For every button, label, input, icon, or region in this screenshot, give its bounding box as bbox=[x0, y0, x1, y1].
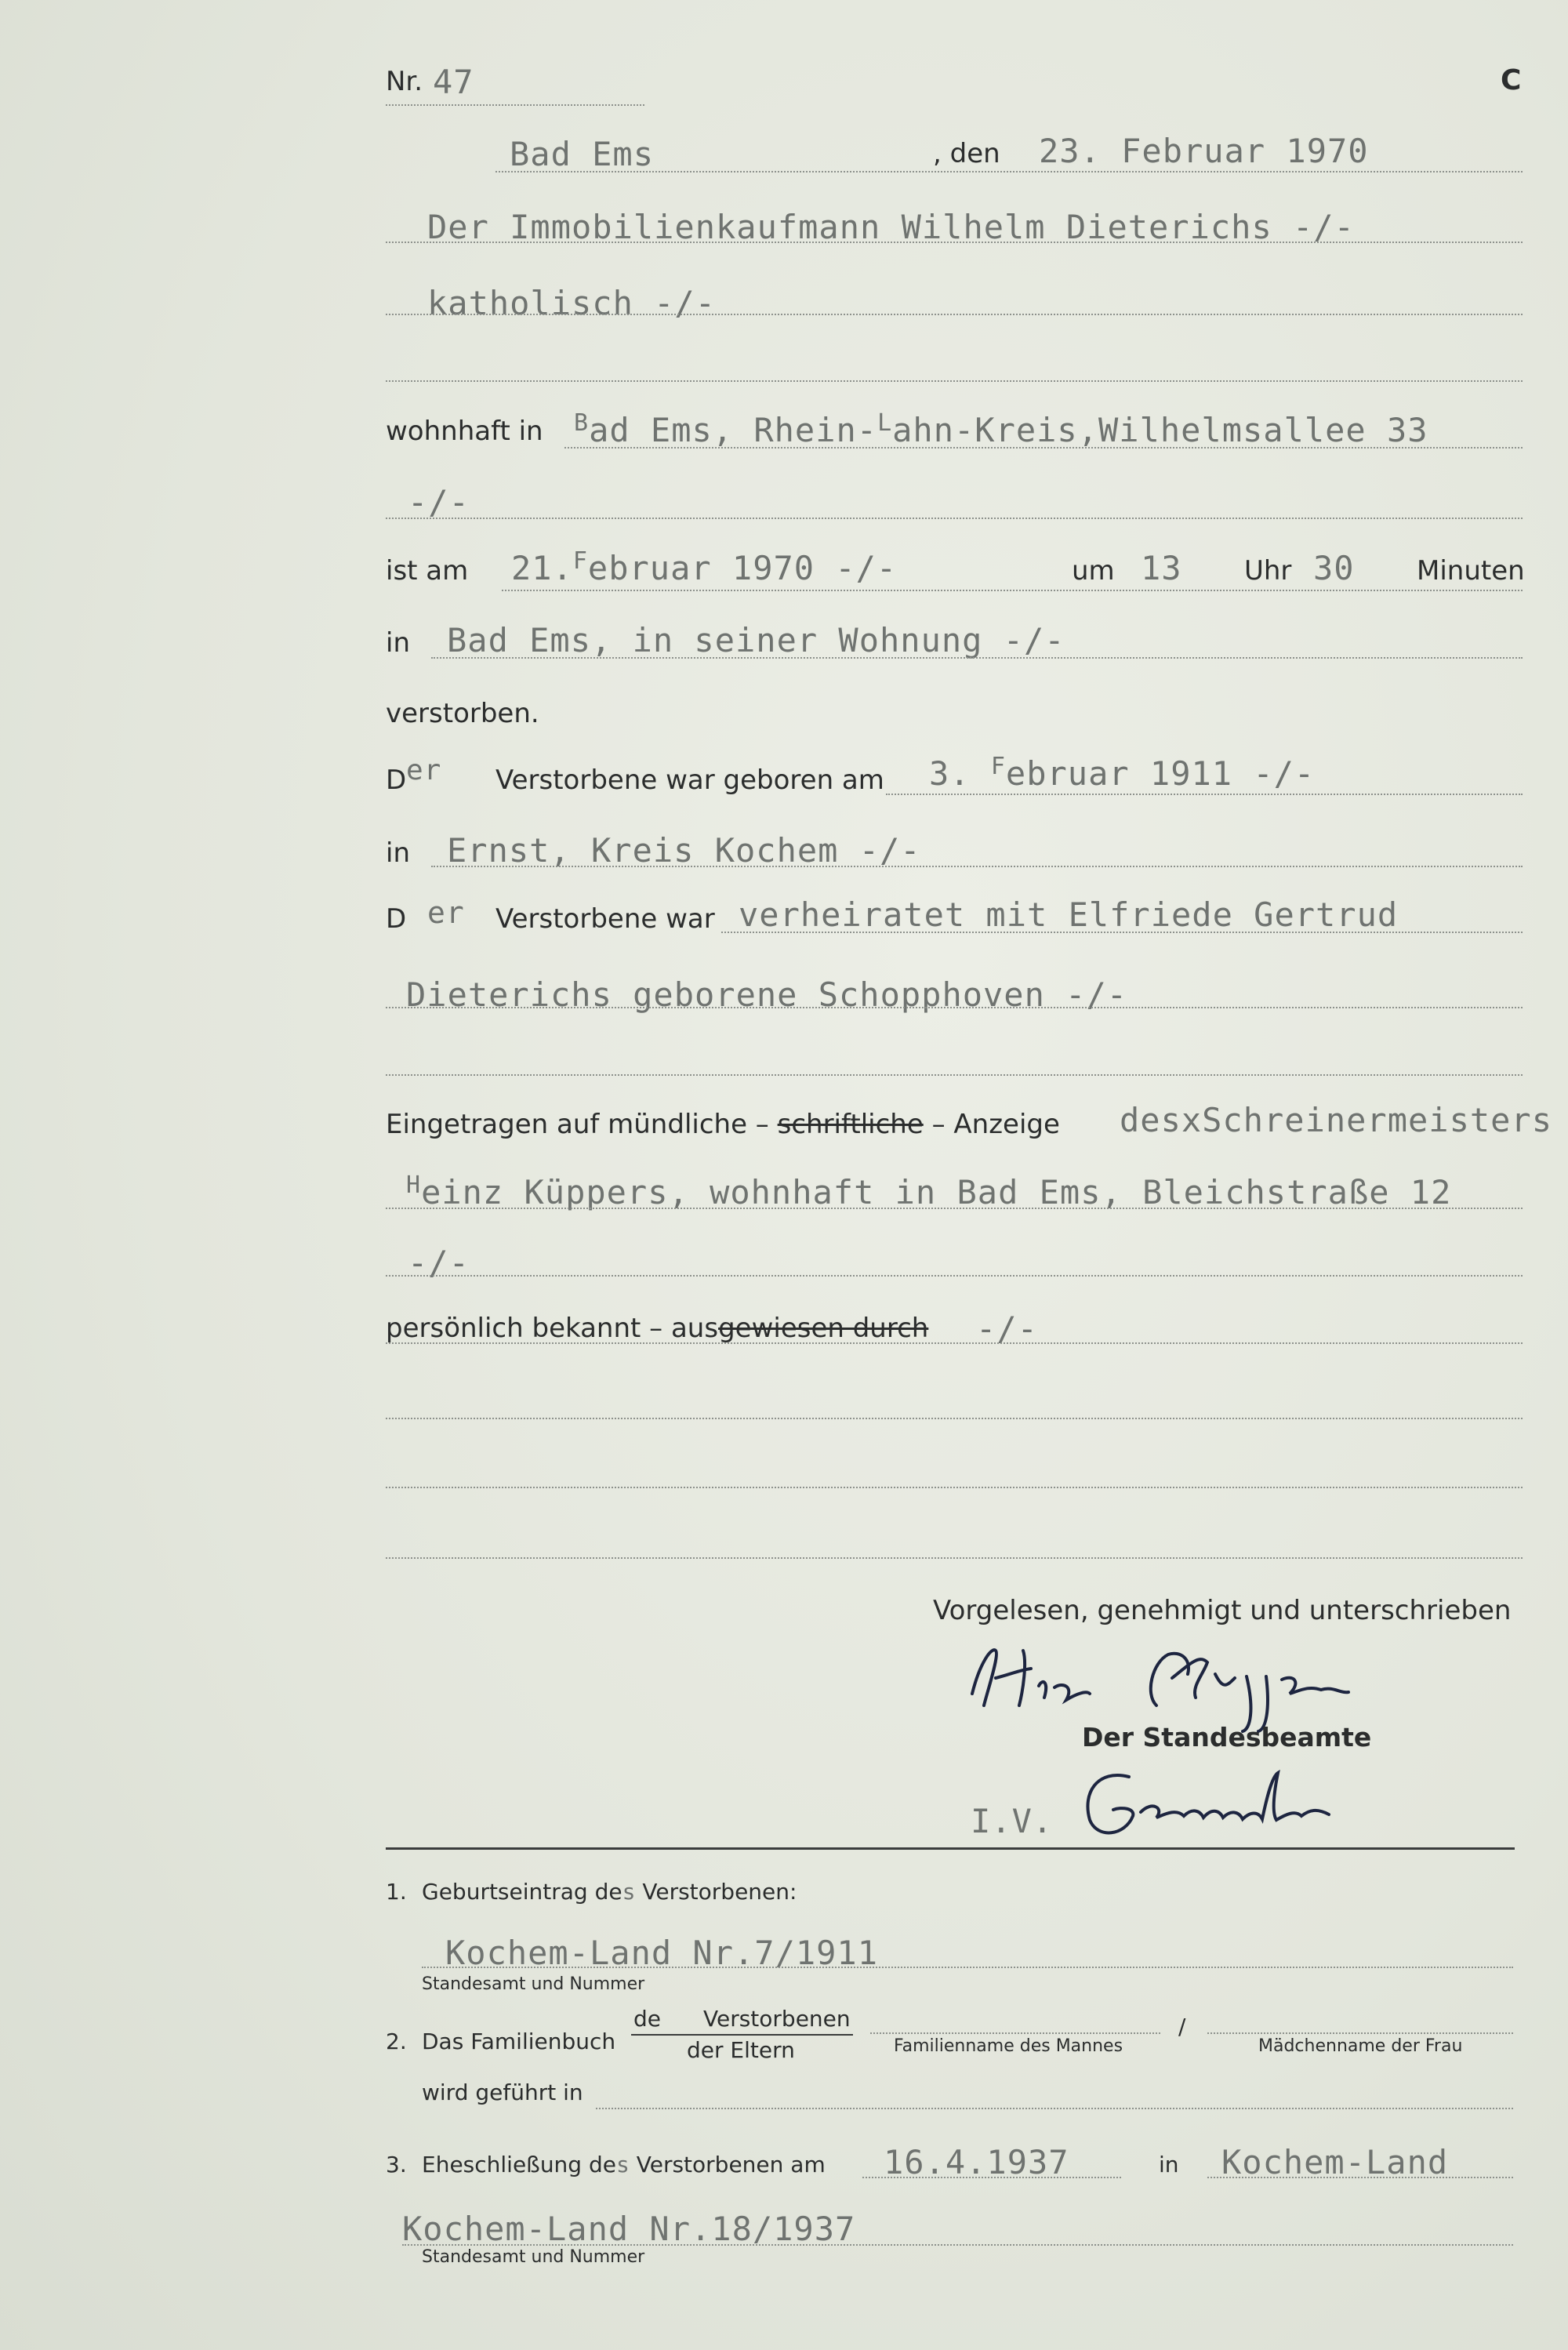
eheschliessung-label: Eheschließung des Verstorbenen am bbox=[422, 2152, 826, 2177]
deceased-name-line: Der Immobilienkaufmann Wilhelm Dieterichs -/- bbox=[427, 208, 1355, 246]
marriage-date: 16.4.1937 bbox=[884, 2143, 1069, 2181]
rule bbox=[1207, 2032, 1513, 2034]
birth-entry-value: Kochem-Land Nr.7/1911 bbox=[445, 1934, 879, 1972]
death-hour: 13 bbox=[1141, 549, 1182, 587]
standesamt-caption: Standesamt und Nummer bbox=[422, 1974, 645, 1994]
rule bbox=[422, 1967, 1513, 1968]
death-place: Bad Ems, in seiner Wohnung -/- bbox=[447, 621, 1065, 659]
vorgelesen-label: Vorgelesen, genehmigt und unterschrieben bbox=[933, 1595, 1512, 1626]
iv-label: I.V. bbox=[971, 1802, 1054, 1840]
rule bbox=[386, 380, 1523, 382]
birth-date: 3. $^F$ebruar 1911 -/- bbox=[929, 753, 1316, 793]
item2-slash: / bbox=[1178, 2014, 1186, 2039]
standesbeamte-label: Der Standesbeamte bbox=[1082, 1722, 1372, 1753]
informant-line2: $^H$einz Küppers, wohnhaft in Bad Ems, Bleichstraße 12 bbox=[406, 1171, 1452, 1211]
informant-signature bbox=[956, 1631, 1396, 1733]
bekannt-label: persönlich bekannt – ausgewiesen durch bbox=[386, 1313, 929, 1344]
geboren-label: Verstorbene war geboren am bbox=[495, 765, 884, 796]
marriage-entry-value: Kochem-Land Nr.18/1937 bbox=[402, 2210, 856, 2248]
rule bbox=[431, 657, 1523, 659]
informant-line3: -/- bbox=[408, 1244, 470, 1282]
death-minute: 30 bbox=[1313, 549, 1355, 587]
rule bbox=[886, 794, 1523, 795]
frau-caption: Mädchenname der Frau bbox=[1258, 2036, 1463, 2056]
form-letter: C bbox=[1501, 64, 1522, 96]
spouse-line1: verheiratet mit Elfriede Gertrud bbox=[739, 895, 1399, 934]
item2-eltern: der Eltern bbox=[687, 2037, 795, 2063]
ist-am-label: ist am bbox=[386, 555, 469, 587]
rule bbox=[386, 1418, 1523, 1419]
rule bbox=[386, 314, 1523, 315]
nr-label: Nr. bbox=[386, 66, 423, 97]
rule bbox=[402, 2244, 1513, 2246]
item2-verstorbenen: Verstorbenen bbox=[703, 2006, 851, 2032]
verstorben-label: verstorben. bbox=[386, 698, 539, 729]
residence-value: $^B$ad Ems, Rhein-$^L$ahn-Kreis,Wilhelmsallee 33 bbox=[574, 409, 1428, 449]
date-value: 23. Februar 1970 bbox=[1039, 132, 1369, 170]
der-label: D bbox=[386, 903, 407, 935]
informant-line1: desxSchreinermeisters bbox=[1120, 1101, 1553, 1139]
residence-line2: -/- bbox=[408, 483, 470, 521]
item3-number: 3. bbox=[386, 2152, 407, 2177]
rule bbox=[386, 1487, 1523, 1488]
rule bbox=[386, 1007, 1523, 1008]
place-value: Bad Ems bbox=[510, 135, 655, 173]
fraction-line bbox=[631, 2034, 853, 2036]
rule bbox=[386, 104, 644, 106]
item1-number: 1. bbox=[386, 1879, 407, 1905]
in-label: in bbox=[386, 627, 410, 659]
rule bbox=[862, 2177, 1121, 2178]
familienbuch-label: Das Familienbuch bbox=[422, 2029, 616, 2054]
item2-de: de bbox=[633, 2006, 661, 2032]
rule bbox=[596, 2108, 1513, 2109]
rule bbox=[386, 242, 1523, 243]
religion-line: katholisch -/- bbox=[427, 284, 717, 322]
rule bbox=[386, 1557, 1523, 1559]
der-typed: er bbox=[427, 895, 465, 930]
rule bbox=[1207, 2177, 1513, 2178]
den-label: , den bbox=[933, 138, 1000, 169]
verheiratet-label: Verstorbene war bbox=[495, 903, 715, 935]
rule bbox=[721, 932, 1523, 933]
mann-caption: Familienname des Mannes bbox=[894, 2036, 1123, 2056]
rule bbox=[386, 1275, 1523, 1277]
registrar-signature bbox=[1066, 1753, 1411, 1847]
wohnhaft-label: wohnhaft in bbox=[386, 416, 543, 447]
birth-place: Ernst, Kreis Kochem -/- bbox=[447, 831, 921, 870]
rule bbox=[386, 518, 1523, 519]
item3-in: in bbox=[1159, 2152, 1179, 2177]
rule bbox=[870, 2032, 1160, 2034]
rule bbox=[495, 171, 1523, 173]
bekannt-value: -/- bbox=[976, 1309, 1038, 1348]
minuten-label: Minuten bbox=[1417, 555, 1525, 587]
item1-label: Geburtseintrag des Verstorbenen: bbox=[422, 1879, 797, 1905]
marriage-place: Kochem-Land bbox=[1221, 2143, 1449, 2181]
rule bbox=[564, 447, 1523, 449]
standesamt-caption: Standesamt und Nummer bbox=[422, 2247, 645, 2267]
item2-number: 2. bbox=[386, 2029, 407, 2054]
record-number: 47 bbox=[433, 63, 474, 101]
rule bbox=[386, 1074, 1523, 1076]
rule bbox=[386, 1342, 1523, 1344]
wird-gefuehrt-label: wird geführt in bbox=[422, 2079, 583, 2105]
eingetragen-label: Eingetragen auf mündliche – schriftliche – Anzeige bbox=[386, 1109, 1060, 1140]
rule bbox=[386, 1208, 1523, 1209]
separator-line bbox=[386, 1847, 1515, 1850]
rule bbox=[431, 866, 1523, 867]
der-typed: er bbox=[406, 754, 442, 786]
death-date: 21.$^F$ebruar 1970 -/- bbox=[511, 547, 898, 587]
der-label: D bbox=[386, 765, 407, 796]
um-label: um bbox=[1072, 555, 1115, 587]
in-label: in bbox=[386, 837, 410, 869]
spouse-line2: Dieterichs geborene Schopphoven -/- bbox=[406, 975, 1128, 1014]
uhr-label: Uhr bbox=[1244, 555, 1292, 587]
rule bbox=[502, 590, 1523, 591]
